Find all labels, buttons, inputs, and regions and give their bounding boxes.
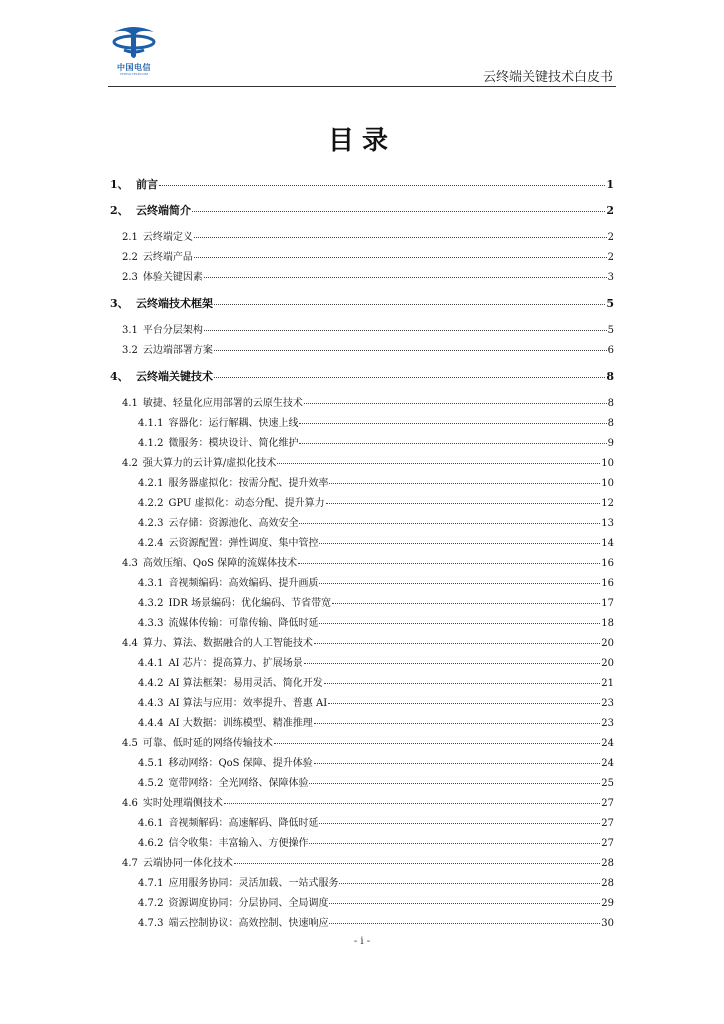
toc-entry-page: 20 (601, 638, 614, 649)
toc-entry-page: 8 (607, 398, 614, 409)
toc-leader-dots (214, 350, 607, 351)
toc-entry[interactable] (110, 534, 614, 549)
toc-entry-number: 4.7 (122, 858, 138, 869)
toc-leader-dots (234, 863, 600, 864)
toc-entry-number: 4.7.3 (138, 918, 164, 929)
toc-entry[interactable] (110, 202, 614, 218)
toc-entry-number: 2.2 (122, 252, 138, 263)
toc-entry-page: 28 (601, 858, 614, 869)
toc-entry-title: 云终端关键技术 (136, 370, 213, 383)
toc-entry[interactable] (110, 554, 614, 569)
toc-entry-number: 4.6 (122, 798, 138, 809)
toc-entry-page: 8 (606, 370, 614, 383)
toc-entry-number: 4.5 (122, 738, 138, 749)
toc-entry-page: 14 (601, 538, 614, 549)
toc-entry-number: 4.7.2 (138, 898, 164, 909)
toc-entry-number: 2、 (110, 204, 129, 217)
toc-entry[interactable] (110, 321, 614, 336)
toc-leader-dots (204, 330, 607, 331)
toc-entry-page: 12 (601, 498, 614, 509)
toc-leader-dots (204, 277, 607, 278)
toc-leader-dots (299, 423, 606, 424)
toc-leader-dots (329, 903, 600, 904)
toc-entry-number: 4.6.2 (138, 838, 164, 849)
page-number: - i - (353, 936, 371, 947)
toc-entry[interactable] (110, 654, 614, 669)
toc-leader-dots (304, 663, 600, 664)
toc-entry-title: 高效压缩、QoS 保障的流媒体技术 (142, 558, 298, 569)
toc-entry-title: 云边端部署方案 (142, 345, 213, 356)
toc-entry-page: 18 (601, 618, 614, 629)
toc-entry-number: 4.6.1 (138, 818, 164, 829)
toc-entry[interactable] (110, 341, 614, 356)
toc-entry[interactable] (110, 894, 614, 909)
toc-entry-title: 云资源配置：弹性调度、集中管控 (168, 538, 319, 549)
toc-entry-number: 4.3.1 (138, 578, 164, 589)
toc-entry-page: 13 (601, 518, 614, 529)
toc-entry-title: 云终端简介 (136, 204, 191, 217)
toc-entry-title: 云端协同一体化技术 (142, 858, 233, 869)
toc-entry[interactable] (110, 674, 614, 689)
toc-entry-number: 3.2 (122, 345, 138, 356)
toc-entry-page: 16 (601, 578, 614, 589)
toc-entry-page: 8 (607, 418, 614, 429)
toc-entry-title: 敏捷、轻量化应用部署的云原生技术 (142, 398, 303, 409)
toc-leader-dots (298, 563, 600, 564)
toc-leader-dots (326, 503, 601, 504)
toc-entry-page: 27 (601, 818, 614, 829)
toc-entry-page: 5 (607, 325, 614, 336)
toc-entry-title: 前言 (136, 178, 158, 191)
toc-entry-number: 4.2.3 (138, 518, 164, 529)
toc-entry-title: 应用服务协同：灵活加载、一站式服务 (168, 878, 339, 889)
toc-entry[interactable] (110, 714, 614, 729)
toc-leader-dots (277, 463, 600, 464)
toc-leader-dots (299, 443, 606, 444)
toc-entry-title: 云终端定义 (142, 232, 193, 243)
toc-leader-dots (274, 743, 600, 744)
toc-leader-dots (319, 623, 600, 624)
toc-entry-title: 算力、算法、数据融合的人工智能技术 (142, 638, 313, 649)
toc-entry[interactable] (110, 694, 614, 709)
toc-entry[interactable] (110, 774, 614, 789)
toc-entry[interactable] (110, 514, 614, 529)
toc-entry[interactable] (110, 434, 614, 449)
toc-entry-title: AI 芯片：提高算力、扩展场景 (168, 658, 303, 669)
china-telecom-logo-icon (104, 20, 164, 62)
toc-leader-dots (159, 185, 605, 186)
toc-entry-page: 3 (607, 272, 614, 283)
toc-heading: 目录 (327, 126, 396, 156)
toc-leader-dots (314, 643, 600, 644)
toc-entry-number: 4、 (110, 370, 129, 383)
toc-entry-page: 30 (601, 918, 614, 929)
toc-entry[interactable] (110, 176, 614, 192)
logo-subtitle: CHINA TELECOM (119, 72, 149, 76)
toc-entry-number: 4.2.2 (138, 498, 164, 509)
toc-entry-number: 4.2.1 (138, 478, 164, 489)
toc-entry-title: 宽带网络：全光网络、保障体验 (168, 778, 309, 789)
toc-entry-number: 4.2.4 (138, 538, 164, 549)
toc-entry-page: 2 (607, 232, 614, 243)
toc-entry-page: 1 (606, 178, 614, 191)
toc-entry[interactable] (110, 854, 614, 869)
toc-entry-page: 9 (607, 438, 614, 449)
toc-entry-title: 端云控制协议：高效控制、快速响应 (168, 918, 329, 929)
toc-entry[interactable] (110, 814, 614, 829)
toc-entry[interactable] (110, 574, 614, 589)
toc-entry-page: 24 (601, 758, 614, 769)
toc-entry-page: 23 (601, 698, 614, 709)
toc-entry[interactable] (110, 295, 614, 311)
toc-entry-title: 信令收集：丰富输入、方便操作 (168, 838, 309, 849)
toc-entry-number: 4.3.2 (138, 598, 164, 609)
toc-leader-dots (194, 237, 607, 238)
toc-entry[interactable] (110, 414, 614, 429)
toc-entry[interactable] (110, 394, 614, 409)
toc-leader-dots (192, 211, 605, 212)
toc-leader-dots (194, 257, 607, 258)
toc-leader-dots (314, 723, 600, 724)
toc-entry[interactable] (110, 614, 614, 629)
toc-entry-page: 21 (601, 678, 614, 689)
toc-entry-title: 微服务：模块设计、简化维护 (168, 438, 299, 449)
company-logo (104, 20, 164, 76)
toc-entry-page: 17 (601, 598, 614, 609)
toc-entry-title: 云存储：资源池化、高效安全 (168, 518, 299, 529)
toc-entry[interactable] (110, 734, 614, 749)
toc-entry-title: IDR 场景编码：优化编码、节省带宽 (168, 598, 332, 609)
toc-entry[interactable] (110, 368, 614, 384)
toc-entry-title: 可靠、低时延的网络传输技术 (142, 738, 273, 749)
toc-entry-number: 1、 (110, 178, 129, 191)
toc-entry-page: 25 (601, 778, 614, 789)
toc-entry-number: 4.2 (122, 458, 138, 469)
toc-entry[interactable] (110, 754, 614, 769)
toc-entry-page: 23 (601, 718, 614, 729)
toc-entry-title: AI 算法框架：易用灵活、简化开发 (168, 678, 323, 689)
toc-leader-dots (309, 843, 600, 844)
toc-leader-dots (324, 683, 600, 684)
toc-entry-title: GPU 虚拟化：动态分配、提升算力 (168, 498, 325, 509)
toc-entry[interactable] (110, 228, 614, 243)
toc-entry-number: 4.5.2 (138, 778, 164, 789)
toc-leader-dots (214, 304, 605, 305)
toc-entry-number: 4.3 (122, 558, 138, 569)
toc-entry-page: 10 (601, 458, 614, 469)
toc-entry-title: AI 算法与应用：效率提升、普惠 AI (168, 698, 328, 709)
toc-entry-page: 2 (607, 252, 614, 263)
toc-entry-title: 音视频解码：高速解码、降低时延 (168, 818, 319, 829)
toc-entry-number: 4.4.4 (138, 718, 164, 729)
toc-entry-page: 27 (601, 838, 614, 849)
toc-leader-dots (329, 483, 600, 484)
toc-entry-title: 强大算力的云计算/虚拟化技术 (142, 458, 277, 469)
toc-entry[interactable] (110, 474, 614, 489)
toc-leader-dots (319, 583, 600, 584)
toc-leader-dots (328, 703, 600, 704)
toc-entry[interactable] (110, 454, 614, 469)
toc-entry[interactable] (110, 794, 614, 809)
toc-entry-number: 2.3 (122, 272, 138, 283)
toc-leader-dots (339, 883, 600, 884)
toc-leader-dots (319, 823, 600, 824)
logo-text: 中国电信 (117, 62, 151, 72)
toc-entry[interactable] (110, 268, 614, 283)
toc-entry-title: 平台分层架构 (142, 325, 203, 336)
toc-entry-page: 10 (601, 478, 614, 489)
toc-entry-number: 3、 (110, 297, 129, 310)
toc-leader-dots (309, 783, 600, 784)
toc-entry-title: 云终端产品 (142, 252, 193, 263)
toc-entry-page: 24 (601, 738, 614, 749)
toc-entry-number: 4.7.1 (138, 878, 164, 889)
toc-leader-dots (224, 803, 600, 804)
toc-entry[interactable] (110, 874, 614, 889)
toc-entry[interactable] (110, 914, 614, 929)
toc-entry-page: 5 (606, 297, 614, 310)
header-divider (108, 86, 616, 87)
toc-entry-page: 20 (601, 658, 614, 669)
toc-leader-dots (332, 603, 600, 604)
toc-entry[interactable] (110, 494, 614, 509)
toc-entry-number: 4.3.3 (138, 618, 164, 629)
toc-entry-number: 4.4.1 (138, 658, 164, 669)
toc-entry-number: 4.1.2 (138, 438, 164, 449)
toc-leader-dots (329, 923, 600, 924)
toc-entry-number: 4.4.3 (138, 698, 164, 709)
toc-entry-title: 资源调度协同：分层协同、全局调度 (168, 898, 329, 909)
toc-entry-title: 云终端技术框架 (136, 297, 213, 310)
toc-entry-number: 4.5.1 (138, 758, 164, 769)
toc-entry-number: 3.1 (122, 325, 138, 336)
toc-entry[interactable] (110, 634, 614, 649)
toc-entry-page: 6 (607, 345, 614, 356)
toc-entry-page: 16 (601, 558, 614, 569)
toc-leader-dots (314, 763, 601, 764)
toc-entry-page: 27 (601, 798, 614, 809)
toc-entry-page: 28 (601, 878, 614, 889)
toc-leader-dots (214, 377, 605, 378)
toc-entry-title: 移动网络：QoS 保障、提升体验 (168, 758, 313, 769)
toc-entry[interactable] (110, 594, 614, 609)
toc-entry-number: 4.4.2 (138, 678, 164, 689)
toc-entry-title: 体验关键因素 (142, 272, 203, 283)
toc-entry[interactable] (110, 834, 614, 849)
toc-entry-number: 4.4 (122, 638, 138, 649)
toc-entry-title: 容器化：运行解耦、快速上线 (168, 418, 299, 429)
toc-entry-number: 4.1 (122, 398, 138, 409)
toc-leader-dots (319, 543, 600, 544)
toc-entry-title: 流媒体传输：可靠传输、降低时延 (168, 618, 319, 629)
toc-entry-number: 2.1 (122, 232, 138, 243)
toc-entry[interactable] (110, 248, 614, 263)
toc-entry-title: 服务器虚拟化：按需分配、提升效率 (168, 478, 329, 489)
toc-entry-title: AI 大数据：训练模型、精准推理 (168, 718, 313, 729)
toc-entry-title: 音视频编码：高效编码、提升画质 (168, 578, 319, 589)
toc-entry-page: 29 (601, 898, 614, 909)
toc-leader-dots (299, 523, 600, 524)
toc-leader-dots (304, 403, 607, 404)
toc-entry-page: 2 (606, 204, 614, 217)
document-title: 云终端关键技术白皮书 (482, 70, 613, 85)
toc-entry-number: 4.1.1 (138, 418, 164, 429)
toc-entry-title: 实时处理端侧技术 (142, 798, 223, 809)
